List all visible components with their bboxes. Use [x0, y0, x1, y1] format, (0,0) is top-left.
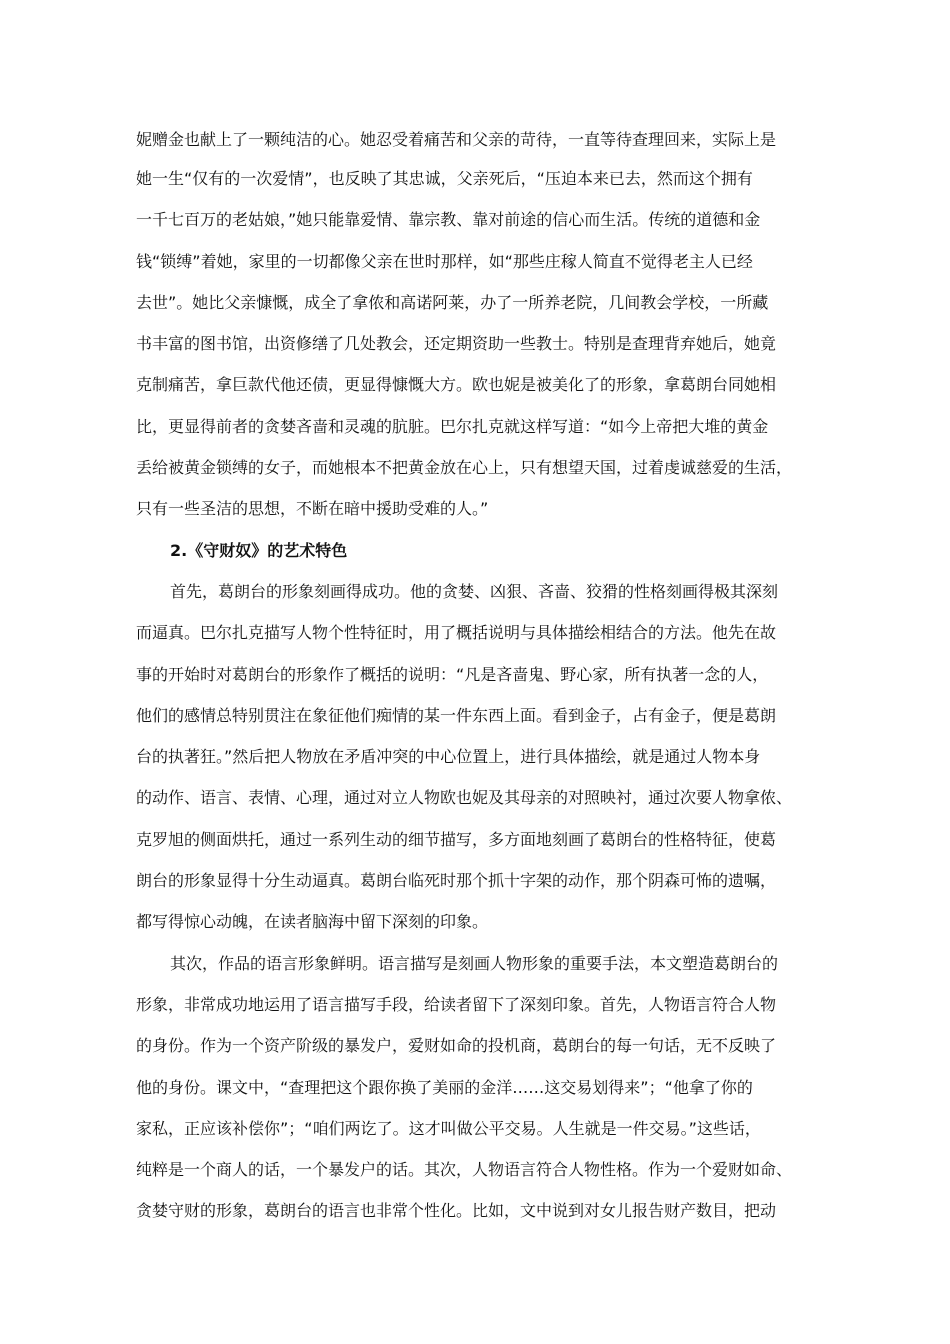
paragraph-line: 台的执著狂。”然后把人物放在矛盾冲突的中心位置上，进行具体描绘，就是通过人物本身 [136, 747, 761, 767]
section-heading: 2.《守财奴》的艺术特色 [170, 540, 348, 560]
paragraph-line: 的动作、语言、表情、心理，通过对立人物欧也妮及其母亲的对照映衬，通过次要人物拿侬、 [136, 788, 793, 808]
paragraph-line: 他的身份。课文中，“查理把这个跟你换了美丽的金洋……这交易划得来”；“他拿了你的 [136, 1077, 753, 1097]
paragraph-line: 妮赠金也献上了一颗纯洁的心。她忍受着痛苦和父亲的苛待，一直等待查理回来，实际上是 [136, 130, 777, 149]
paragraph-line: 都写得惊心动魄，在读者脑海中留下深刻的印象。 [136, 912, 489, 932]
paragraph-line: 的身份。作为一个资产阶级的暴发户，爱财如命的投机商，葛朗台的每一句话，无不反映了 [136, 1036, 777, 1056]
paragraph-line: 丢给被黄金锁缚的女子，而她根本不把黄金放在心上，只有想望天国，过着虔诚慈爱的生活， [136, 458, 793, 478]
paragraph-line: 比，更显得前者的贪婪吝啬和灵魂的肮脏。巴尔扎克就这样写道：“如今上帝把大堆的黄金 [136, 416, 769, 436]
document-body [136, 121, 816, 1232]
paragraph-line: 纯粹是一个商人的话，一个暴发户的话。其次，人物语言符合人物性格。作为一个爱财如命、 [136, 1160, 793, 1180]
paragraph-line: 贪婪守财的形象，葛朗台的语言也非常个性化。比如，文中说到对女儿报告财产数目，把动 [136, 1201, 777, 1221]
paragraph-line: 其次，作品的语言形象鲜明。语言描写是刻画人物形象的重要手法，本文塑造葛朗台的 [170, 953, 779, 973]
paragraph-line: 他们的感情总特别贯注在象征他们痴情的某一件东西上面。看到金子，占有金子，便是葛朗 [136, 705, 777, 725]
paragraph-line: 克制痛苦，拿巨款代他还债，更显得慷慨大方。欧也妮是被美化了的形象，拿葛朗台同她相 [136, 375, 777, 395]
paragraph-line: 首先，葛朗台的形象刻画得成功。他的贪婪、凶狠、吝啬、狡猾的性格刻画得极其深刻 [170, 581, 779, 601]
paragraph-line: 而逼真。巴尔扎克描写人物个性特征时，用了概括说明与具体描绘相结合的方法。他先在故 [136, 623, 777, 643]
paragraph-line: 只有一些圣洁的思想，不断在暗中援助受难的人。” [136, 499, 489, 519]
paragraph-line: 形象，非常成功地运用了语言描写手段，给读者留下了深刻印象。首先，人物语言符合人物 [136, 994, 777, 1014]
paragraph-line: 钱“锁缚”着她，家里的一切都像父亲在世时那样，如“那些庄稼人简直不觉得老主人已经 [136, 251, 753, 271]
paragraph-line: 事的开始时对葛朗台的形象作了概括的说明：“凡是吝啬鬼、野心家，所有执著一念的人， [136, 664, 769, 684]
paragraph-2 [136, 571, 816, 943]
paragraph-line: 克罗旭的侧面烘托，通过一系列生动的细节描写，多方面地刻画了葛朗台的性格特征，使葛 [136, 829, 777, 849]
paragraph-line: 家私，正应该补偿你”；“咱们两讫了。这才叫做公平交易。人生就是一件交易。”这些话， [136, 1118, 761, 1138]
paragraph-line: 去世”。她比父亲慷慨，成全了拿侬和高诺阿莱，办了一所养老院，几间教会学校，一所藏 [136, 292, 769, 312]
paragraph-line: 书丰富的图书馆，出资修缮了几处教会，还定期资助一些教士。特别是查理背弃她后，她竟 [136, 334, 777, 354]
paragraph-3 [136, 943, 816, 1232]
paragraph-line: 一千七百万的老姑娘，”她只能靠爱情、靠宗教、靠对前途的信心而生活。传统的道德和金 [136, 210, 761, 230]
paragraph-1 [136, 121, 816, 530]
paragraph-line: 朗台的形象显得十分生动逼真。葛朗台临死时那个抓十字架的动作，那个阴森可怖的遗嘱， [136, 871, 777, 891]
paragraph-line: 她一生“仅有的一次爱情”，也反映了其忠诚，父亲死后，“压迫本来已去，然而这个拥有 [136, 169, 753, 188]
